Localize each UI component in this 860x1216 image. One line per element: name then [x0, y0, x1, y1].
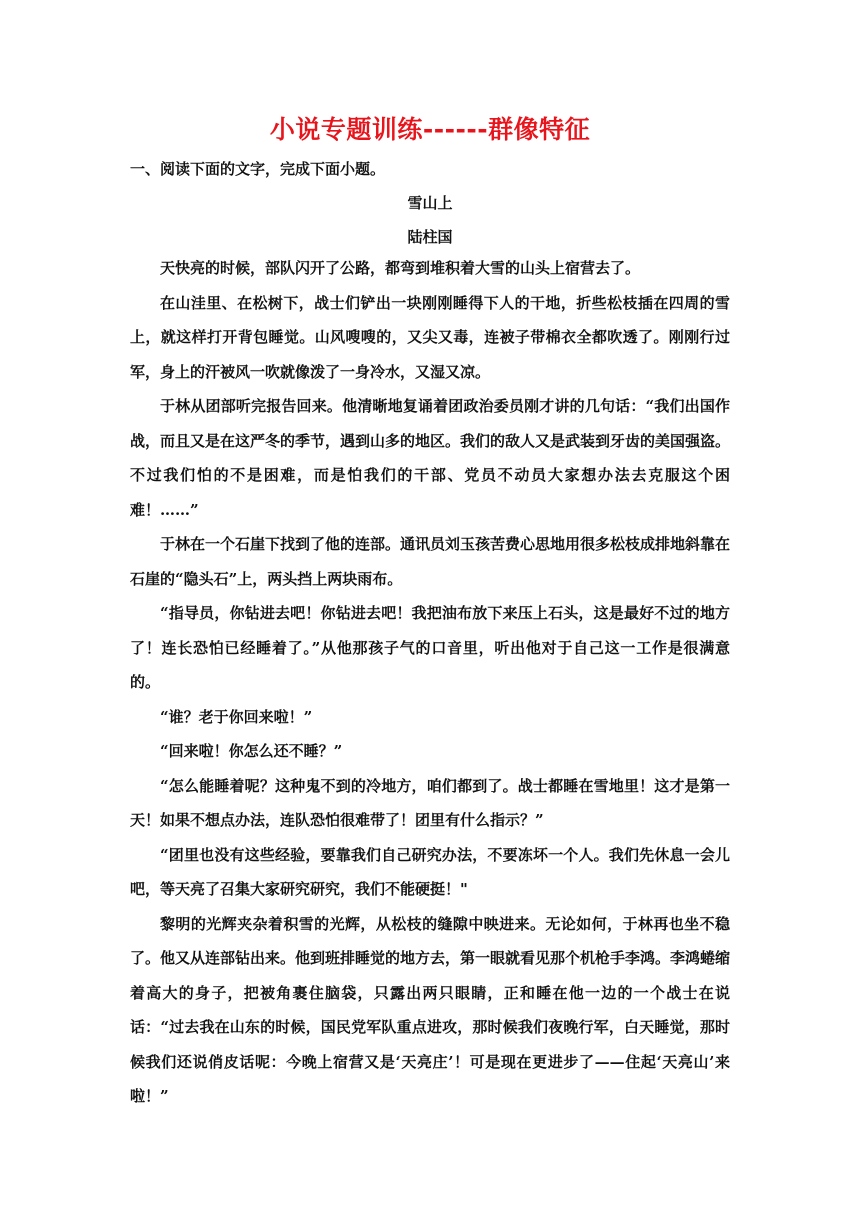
document-title: 小说专题训练------群像特征	[269, 115, 591, 144]
story-title: 雪山上	[407, 194, 453, 212]
paragraph: “怎么能睡着呢？这种鬼不到的冷地方，咱们都到了。战士都睡在雪地里！这才是第一天！如果不想点办法，连队恐怕很难带了！团里有什么指示？”	[130, 776, 730, 829]
section-heading: 一、阅读下面的文字，完成下面小题。	[130, 160, 386, 178]
paragraph: 于林从团部听完报告回来。他清晰地复诵着团政治委员刚才讲的几句话：“我们出国作战，而且又是在这严冬的季节，遇到山多的地区。我们的敌人又是武装到牙齿的美国强盗。不过我们怕的不是困难，而是怕我们的干部、党员不动员大家想办法去克服这个困难！……”	[130, 397, 731, 519]
story-body	[130, 251, 730, 1114]
paragraph: “谁？老于你回来啦！”	[160, 707, 313, 726]
paragraph: 天快亮的时候，部队闪开了公路，都弯到堆积着大雪的山头上宿营去了。	[160, 259, 641, 277]
story-author: 陆柱国	[407, 228, 453, 246]
paragraph: 于林在一个石崖下找到了他的连部。通讯员刘玉孩苦费心思地用很多松枝成排地斜靠在石崖的“隐头石”上，两头挡上两块雨布。	[130, 535, 731, 588]
paragraph: “团里也没有这些经验，要靠我们自己研究办法，不要冻坏一个人。我们先休息一会儿吧，等天亮了召集大家研究研究，我们不能硬挺！"	[130, 845, 730, 898]
paragraph: 黎明的光辉夹杂着积雪的光辉，从松枝的缝隙中映进来。无论如何，于林再也坐不稳了。他又从连部钻出来。他到班排睡觉的地方去，第一眼就看见那个机枪手李鸿。李鸿蜷缩着高大的身子，把被角裹住脑袋，只露出两只眼睛，正和睡在他一边的一个战士在说话：“过去我在山东的时候，国民党军队重点进攻，那时候我们夜晚行军，白天睡觉，那时候我们还说俏皮话呢：今晚上宿营又是‘天亮庄’！可是现在更进步了——住起‘天亮山’来啦！”	[130, 914, 731, 1105]
paragraph: “回来啦！你怎么还不睡？”	[160, 742, 343, 760]
paragraph: “指导员，你钻进去吧！你钻进去吧！我把油布放下来压上石头，这是最好不过的地方了！连长恐怕已经睡着了。”从他那孩子气的口音里，听出他对于自己这一工作是很满意的。	[130, 604, 730, 691]
paragraph: 在山洼里、在松树下，战士们铲出一块刚刚睡得下人的干地，折些松枝插在四周的雪上，就这样打开背包睡觉。山风嗖嗖的，又尖又毒，连被子带棉衣全都吹透了。刚刚行过军，身上的汗被风一吹就像泼了一身冷水，又湿又凉。	[130, 293, 730, 381]
